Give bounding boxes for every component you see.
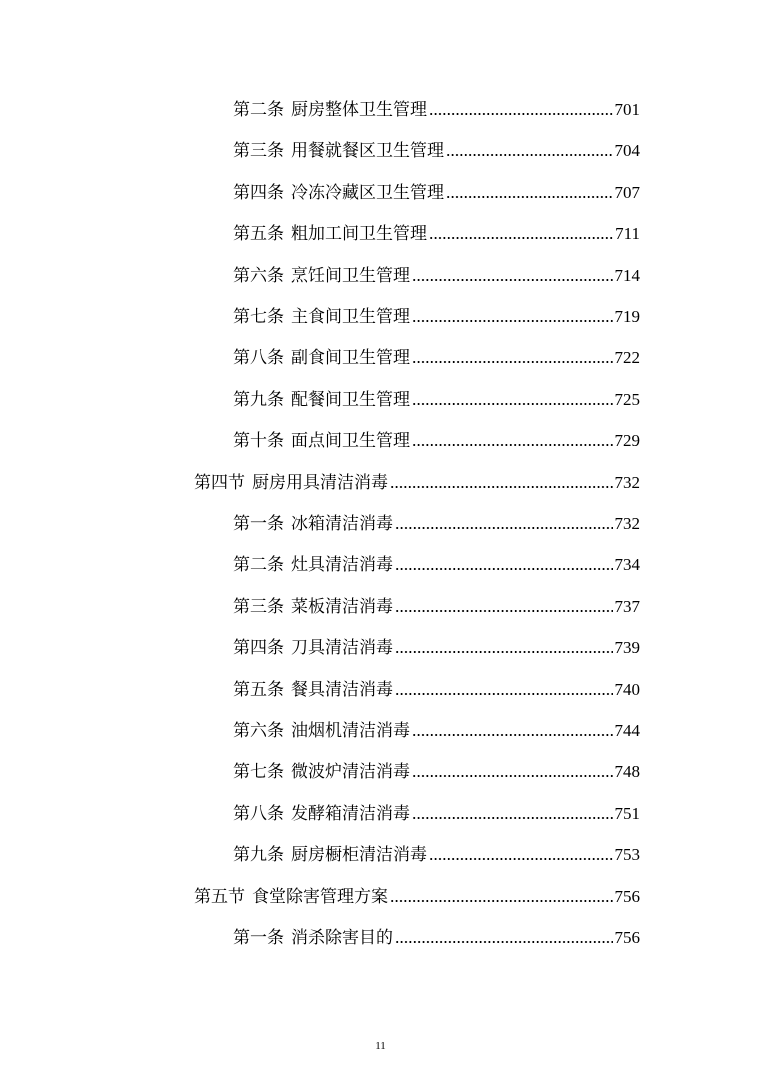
dot-leader [412,816,613,820]
entry-page: 722 [614,348,640,368]
entry-number: 第七条 [233,307,284,327]
entry-title: 冰箱清洁消毒 [291,514,393,534]
dot-leader [412,774,613,778]
toc-entry[interactable] [233,844,640,866]
toc-entry[interactable] [233,347,640,369]
entry-number: 第二条 [233,555,284,576]
toc-entry[interactable] [233,182,640,204]
entry-page: 756 [614,886,640,906]
entry-page: 751 [614,803,640,823]
entry-page: 734 [614,555,640,575]
entry-page: 732 [614,472,640,492]
entry-number: 第八条 [233,348,284,369]
entry-number: 第三条 [233,141,284,162]
entry-number: 第六条 [233,265,284,286]
entry-page: 725 [614,389,640,409]
entry-number: 第七条 [233,762,284,783]
toc-entry[interactable] [233,761,640,783]
entry-title: 餐具清洁消毒 [291,679,393,700]
toc-entry[interactable] [233,389,640,411]
entry-page: 744 [614,721,640,740]
toc-entry[interactable] [233,596,640,618]
entry-page: 714 [614,265,640,285]
entry-number: 第九条 [233,845,284,866]
entry-page: 719 [614,307,640,326]
toc-entry[interactable] [194,886,640,908]
entry-title: 配餐间卫生管理 [291,389,410,410]
entry-title: 用餐就餐区卫生管理 [291,141,444,162]
dot-leader [429,236,613,240]
entry-number: 第四条 [233,638,284,659]
entry-number: 第五条 [233,224,284,245]
entry-page: 729 [614,431,640,451]
dot-leader [395,940,613,944]
dot-leader [412,278,613,282]
dot-leader [412,360,613,364]
toc-entry[interactable] [233,679,640,701]
dot-leader [390,899,613,903]
entry-title: 厨房用具清洁消毒 [252,472,388,493]
dot-leader [412,402,613,406]
toc-entry[interactable] [233,265,640,287]
page-number: 11 [375,1040,386,1052]
entry-page: 739 [614,638,640,658]
entry-page: 737 [614,596,640,616]
entry-page: 753 [614,845,640,865]
dot-leader [429,857,613,861]
toc-entry[interactable] [233,99,640,121]
entry-title: 食堂除害管理方案 [252,886,388,907]
dot-leader [395,692,613,696]
entry-number: 第二条 [233,100,284,120]
entry-page: 748 [614,762,640,782]
entry-page: 701 [614,100,640,119]
entry-title: 消杀除害目的 [291,928,393,948]
entry-title: 厨房整体卫生管理 [291,100,427,120]
entry-number: 第四条 [233,182,284,203]
dot-leader [412,733,613,737]
entry-page: 704 [614,141,640,161]
entry-title: 粗加工间卫生管理 [291,224,427,245]
entry-title: 厨房橱柜清洁消毒 [291,845,427,866]
toc-entry[interactable] [233,306,640,328]
toc-entry[interactable] [233,223,640,245]
dot-leader [395,609,613,613]
entry-page: 711 [615,224,640,244]
dot-leader [446,195,613,199]
dot-leader [390,485,613,489]
toc-entry[interactable] [233,637,640,659]
entry-number: 第六条 [233,721,284,741]
dot-leader [395,650,613,654]
dot-leader [429,112,613,116]
entry-number: 第八条 [233,803,284,824]
entry-title: 冷冻冷藏区卫生管理 [291,182,444,203]
entry-title: 菜板清洁消毒 [291,596,393,617]
entry-title: 油烟机清洁消毒 [291,721,410,741]
entry-number: 第九条 [233,389,284,410]
entry-page: 740 [614,679,640,699]
entry-number: 第五条 [233,679,284,700]
entry-title: 烹饪间卫生管理 [291,265,410,286]
toc-entry[interactable] [233,554,640,576]
dot-leader [395,567,613,571]
toc-entry[interactable] [194,472,640,494]
toc-entry[interactable] [233,720,640,742]
toc-entry[interactable] [233,927,640,949]
entry-title: 刀具清洁消毒 [291,638,393,659]
entry-page: 707 [614,182,640,202]
entry-page: 756 [614,928,640,947]
dot-leader [446,153,613,157]
entry-title: 灶具清洁消毒 [291,555,393,576]
toc-entry[interactable] [233,803,640,825]
entry-title: 发酵箱清洁消毒 [291,803,410,824]
toc-entry[interactable] [233,513,640,535]
dot-leader [395,526,613,530]
entry-title: 主食间卫生管理 [291,307,410,327]
entry-number: 第十条 [233,431,284,452]
entry-number: 第一条 [233,928,284,948]
entry-number: 第五节 [194,886,245,907]
dot-leader [412,443,613,447]
dot-leader [412,319,613,323]
entry-title: 副食间卫生管理 [291,348,410,369]
entry-number: 第三条 [233,596,284,617]
entry-number: 第四节 [194,472,245,493]
entry-page: 732 [614,514,640,533]
entry-number: 第一条 [233,514,284,534]
entry-title: 面点间卫生管理 [291,431,410,452]
toc-entry[interactable] [233,430,640,452]
toc-entry[interactable] [233,140,640,162]
entry-title: 微波炉清洁消毒 [291,762,410,783]
